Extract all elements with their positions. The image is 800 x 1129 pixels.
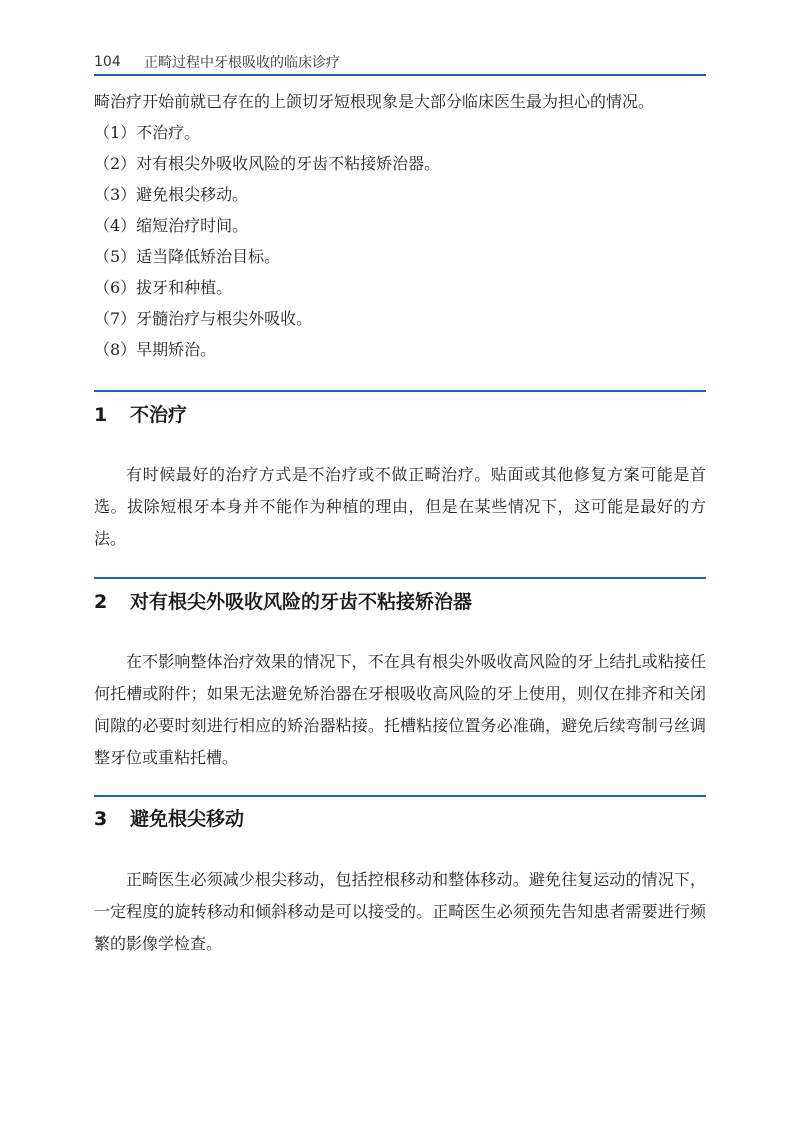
section-1-paragraph: 有时候最好的治疗方式是不治疗或不做正畸治疗。贴面或其他修复方案可能是首选。拔除短根牙本身并不能作为种植的理由，但是在某些情况下，这可能是最好的方法。 — [94, 465, 706, 548]
section-1-title: 不治疗 — [130, 404, 188, 426]
running-title: 正畸过程中牙根吸收的临床诊疗 — [144, 55, 340, 71]
list-item-1: （1）不治疗。 — [94, 123, 201, 142]
intro-block — [94, 86, 706, 365]
section-2-paragraph: 在不影响整体治疗效果的情况下，不在具有根尖外吸收高风险的牙上结扎或粘接任何托槽或附件；如果无法避免矫治器在牙根吸收高风险的牙上使用，则仅在排齐和关闭间隙的必要时刻进行相应的矫治器粘接。托槽粘接位置务必准确，避免后续弯制弓丝调整牙位或重粘托槽。 — [94, 652, 706, 767]
list-item-4: （4）缩短治疗时间。 — [94, 216, 249, 235]
section-3-number: 3 — [94, 808, 108, 830]
intro-line: 畸治疗开始前就已存在的上颌切牙短根现象是大部分临床医生最为担心的情况。 — [94, 92, 655, 111]
section-1-number: 1 — [94, 404, 108, 426]
list-item-6: （6）拔牙和种植。 — [94, 278, 233, 297]
section-3-title: 避免根尖移动 — [130, 808, 245, 830]
section-1-heading — [94, 398, 706, 432]
list-item-8: （8）早期矫治。 — [94, 340, 217, 359]
section-2-rule — [94, 577, 706, 579]
section-3-heading — [94, 802, 706, 836]
section-2-title: 对有根尖外吸收风险的牙齿不粘接矫治器 — [130, 591, 473, 613]
list-item-5: （5）适当降低矫治目标。 — [94, 247, 281, 266]
list-item-3: （3）避免根尖移动。 — [94, 185, 249, 204]
section-3-paragraph: 正畸医生必须减少根尖移动，包括控根移动和整体移动。避免往复运动的情况下，一定程度的旋转移动和倾斜移动是可以接受的。正畸医生必须预先告知患者需要进行频繁的影像学检查。 — [94, 870, 706, 953]
section-2-heading — [94, 585, 706, 619]
list-item-7: （7）牙髓治疗与根尖外吸收。 — [94, 309, 313, 328]
header-rule — [94, 74, 706, 76]
list-item-2: （2）对有根尖外吸收风险的牙齿不粘接矫治器。 — [94, 154, 441, 173]
section-3-rule — [94, 795, 706, 797]
section-1-rule — [94, 390, 706, 392]
section-2-number: 2 — [94, 591, 108, 613]
running-header — [94, 50, 706, 74]
page-number: 104 — [94, 54, 121, 70]
